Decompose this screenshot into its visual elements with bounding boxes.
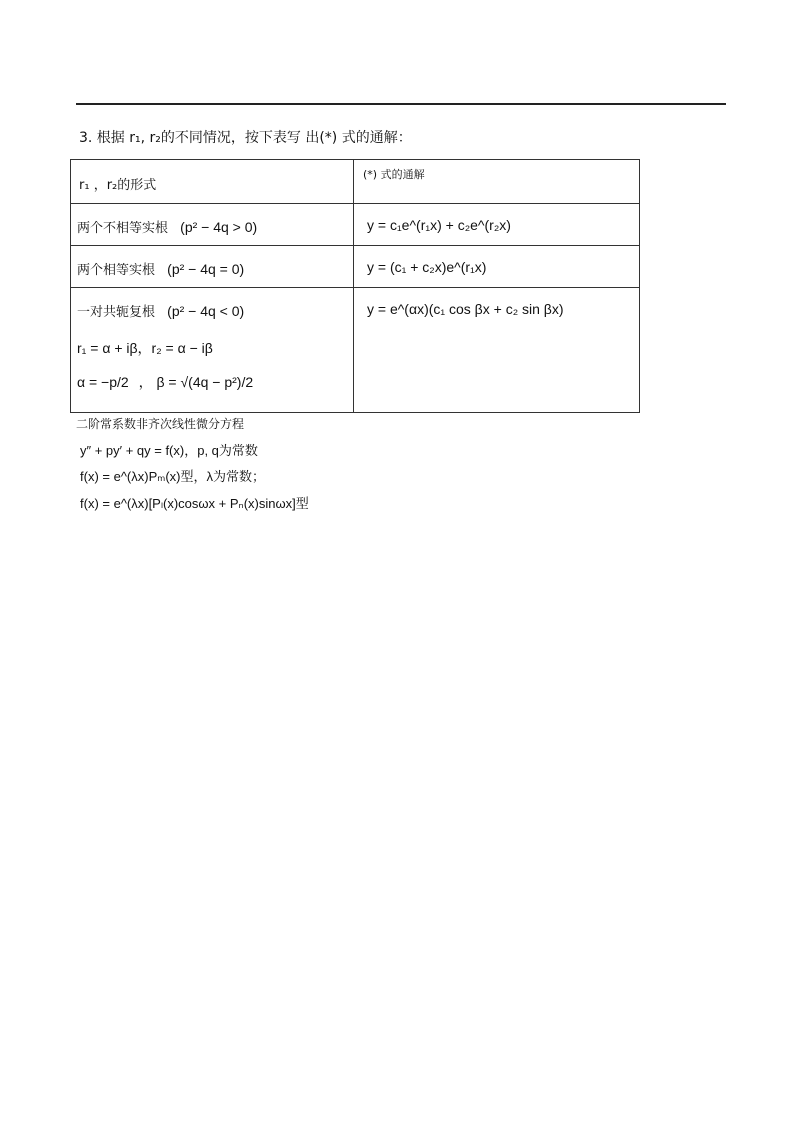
row3-left bbox=[77, 301, 244, 320]
intro-text: 3. 根据 r₁, r₂的不同情况，按下表写 出(*) 式的通解： bbox=[79, 130, 412, 146]
row2-condition: (p² − 4q = 0) bbox=[167, 261, 245, 277]
row1-condition: (p² − 4q > 0) bbox=[180, 219, 258, 235]
row1-left bbox=[77, 217, 257, 236]
row2-label: 两个相等实根 bbox=[77, 263, 156, 278]
table-rule bbox=[71, 203, 639, 204]
beta-expression: β = √(4q − p²)/2 bbox=[156, 374, 254, 390]
row1-solution: y = c₁e^(r₁x) + c₂e^(r₂x) bbox=[367, 217, 511, 233]
row3-label: 一对共轭复根 bbox=[77, 305, 156, 320]
equation-1: y″ + py′ + qy = f(x)，p, q为常数 bbox=[80, 443, 258, 458]
equation-2: f(x) = e^(λx)Pₘ(x)型，λ为常数； bbox=[80, 469, 266, 484]
alpha-expression: α = −p/2 bbox=[77, 374, 129, 390]
row3-solution: y = e^(αx)(c₁ cos βx + c₂ sin βx) bbox=[367, 301, 564, 317]
header-root-form: r₁ ，r₂的形式 bbox=[79, 178, 157, 193]
equation-3: f(x) = e^(λx)[Pₗ(x)cosωx + Pₙ(x)sinωx]型 bbox=[80, 496, 309, 511]
table-rule bbox=[71, 287, 639, 288]
table-divider bbox=[353, 160, 354, 412]
row1-label: 两个不相等实根 bbox=[77, 221, 169, 236]
row2-left bbox=[77, 259, 244, 278]
top-rule bbox=[76, 103, 726, 105]
row2-solution: y = (c₁ + c₂x)e^(r₁x) bbox=[367, 259, 487, 275]
header-general-solution: (*) 式的通解 bbox=[363, 168, 425, 181]
solution-table bbox=[70, 159, 640, 413]
section-title: 二阶常系数非齐次线性微分方程 bbox=[76, 417, 245, 431]
row3-alpha-beta: α = −p/2 ， β = √(4q − p²)/2 bbox=[77, 374, 254, 390]
row3-condition: (p² − 4q < 0) bbox=[167, 303, 245, 319]
row3-roots: r₁ = α + iβ，r₂ = α − iβ bbox=[77, 340, 213, 356]
table-rule bbox=[71, 245, 639, 246]
